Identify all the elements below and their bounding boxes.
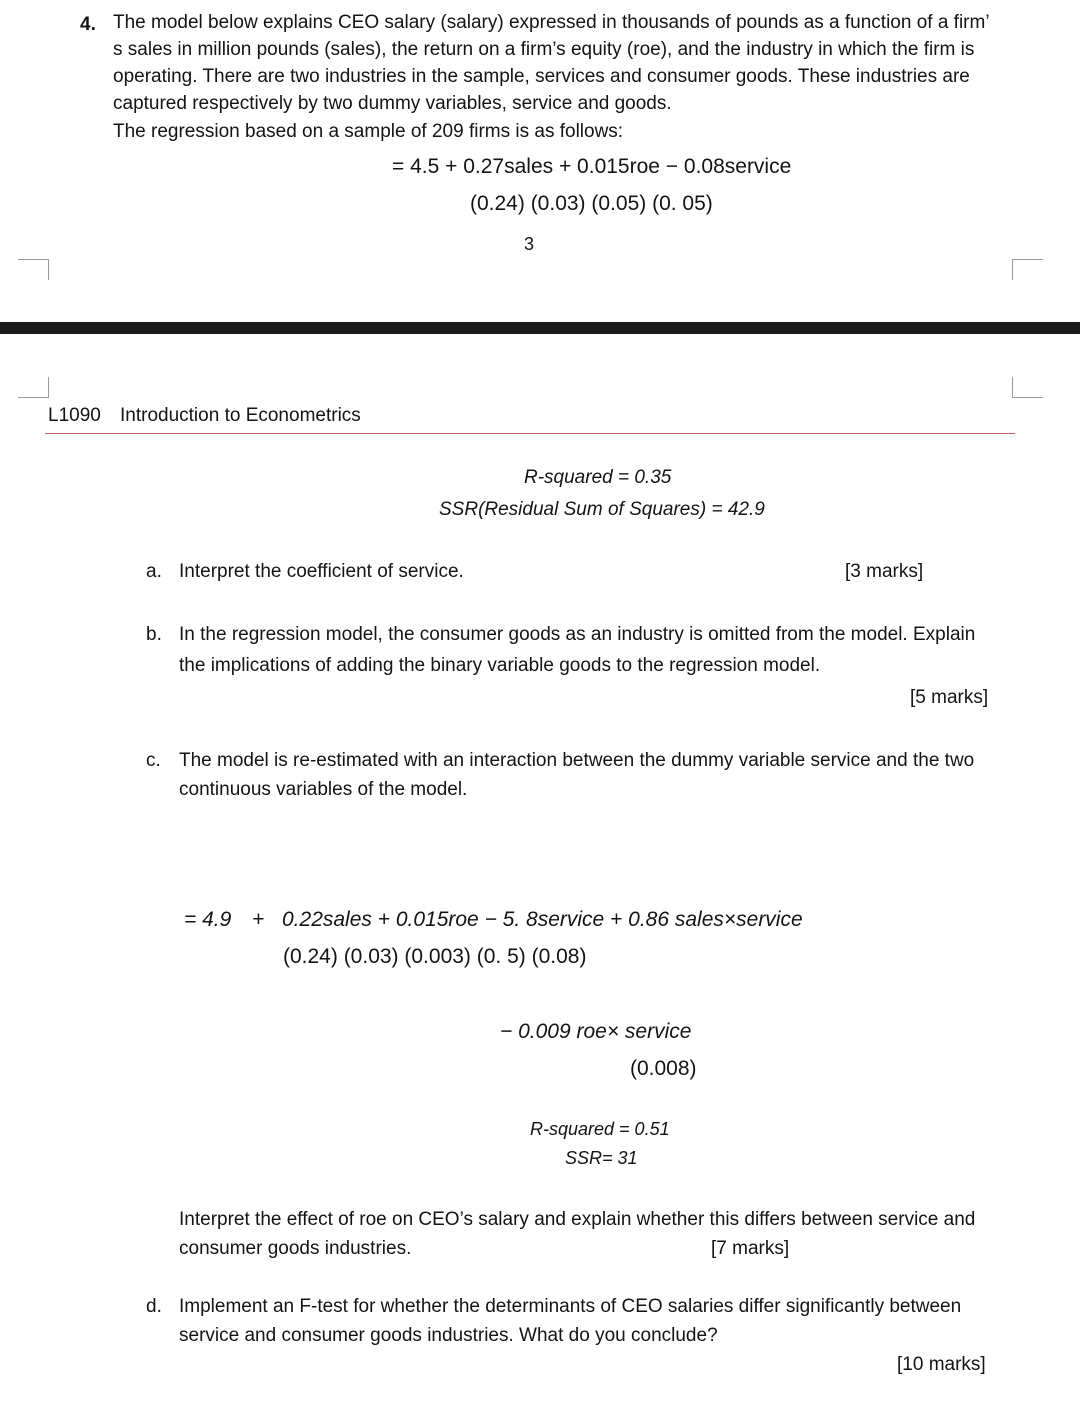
page-number: 3 <box>524 234 535 254</box>
question-line-1: The model below explains CEO salary (salary) expressed in thousands of pounds as a function of a firm’ <box>113 12 990 33</box>
part-d-line-1: Implement an F-test for whether the determinants of CEO salaries differ significantly between <box>179 1296 962 1317</box>
part-d-marks: [10 marks] <box>897 1354 986 1375</box>
regression-equation-2-plus: + <box>252 908 265 931</box>
part-b-marks: [5 marks] <box>910 687 989 708</box>
regression-equation-2-lhs: = 4.9 <box>184 908 232 931</box>
part-c-question-line-2: consumer goods industries. <box>179 1238 412 1259</box>
regression-equation-1: = 4.5 + 0.27sales + 0.015roe − 0.08service <box>392 155 792 178</box>
crop-mark-bottom-right <box>1012 377 1043 398</box>
r-squared-1: R-squared = 0.35 <box>524 467 672 488</box>
part-b-line-2: the implications of adding the binary variable goods to the regression model. <box>179 655 821 676</box>
part-b-line-1: In the regression model, the consumer goods as an industry is omitted from the model. Explain <box>179 624 976 645</box>
standard-errors-2: (0.24) (0.03) (0.003) (0. 5) (0.08) <box>283 945 587 968</box>
crop-mark-top-left <box>18 259 49 280</box>
part-a-marks: [3 marks] <box>845 561 924 582</box>
question-line-3: operating. There are two industries in the sample, services and consumer goods. These industries are <box>113 66 970 87</box>
part-a-text: Interpret the coefficient of service. <box>179 561 464 582</box>
part-d-label: d. <box>146 1296 162 1317</box>
part-d-line-2: service and consumer goods industries. What do you conclude? <box>179 1325 718 1346</box>
course-title: Introduction to Econometrics <box>120 405 361 426</box>
part-c-label: c. <box>146 750 161 771</box>
regression-equation-2-rhs: 0.22sales + 0.015roe − 5. 8service + 0.86 sales×service <box>282 908 803 931</box>
regression-equation-2-continued: − 0.009 roe× service <box>500 1020 692 1043</box>
part-a-label: a. <box>146 561 162 582</box>
crop-mark-bottom-left <box>18 377 49 398</box>
part-c-line-1: The model is re-estimated with an interaction between the dummy variable service and the two <box>179 750 975 771</box>
ssr-1: SSR(Residual Sum of Squares) = 42.9 <box>439 499 765 520</box>
course-code: L1090 <box>48 405 101 426</box>
part-c-marks: [7 marks] <box>711 1238 790 1259</box>
r-squared-2: R-squared = 0.51 <box>530 1119 670 1139</box>
part-b-label: b. <box>146 624 162 645</box>
question-number: 4. <box>80 14 96 35</box>
crop-mark-top-right <box>1012 259 1043 280</box>
ssr-2: SSR= 31 <box>565 1148 638 1168</box>
standard-error-continued: (0.008) <box>630 1057 697 1080</box>
page-separator <box>0 322 1080 334</box>
header-rule <box>45 433 1015 434</box>
question-line-5: The regression based on a sample of 209 firms is as follows: <box>113 121 624 142</box>
part-c-question-line-1: Interpret the effect of roe on CEO’s salary and explain whether this differs between service and <box>179 1209 976 1230</box>
question-line-4: captured respectively by two dummy variables, service and goods. <box>113 93 672 114</box>
standard-errors-1: (0.24) (0.03) (0.05) (0. 05) <box>470 192 713 215</box>
part-c-line-2: continuous variables of the model. <box>179 779 468 800</box>
question-line-2: s sales in million pounds (sales), the return on a firm’s equity (roe), and the industry in which the firm is <box>113 39 975 60</box>
